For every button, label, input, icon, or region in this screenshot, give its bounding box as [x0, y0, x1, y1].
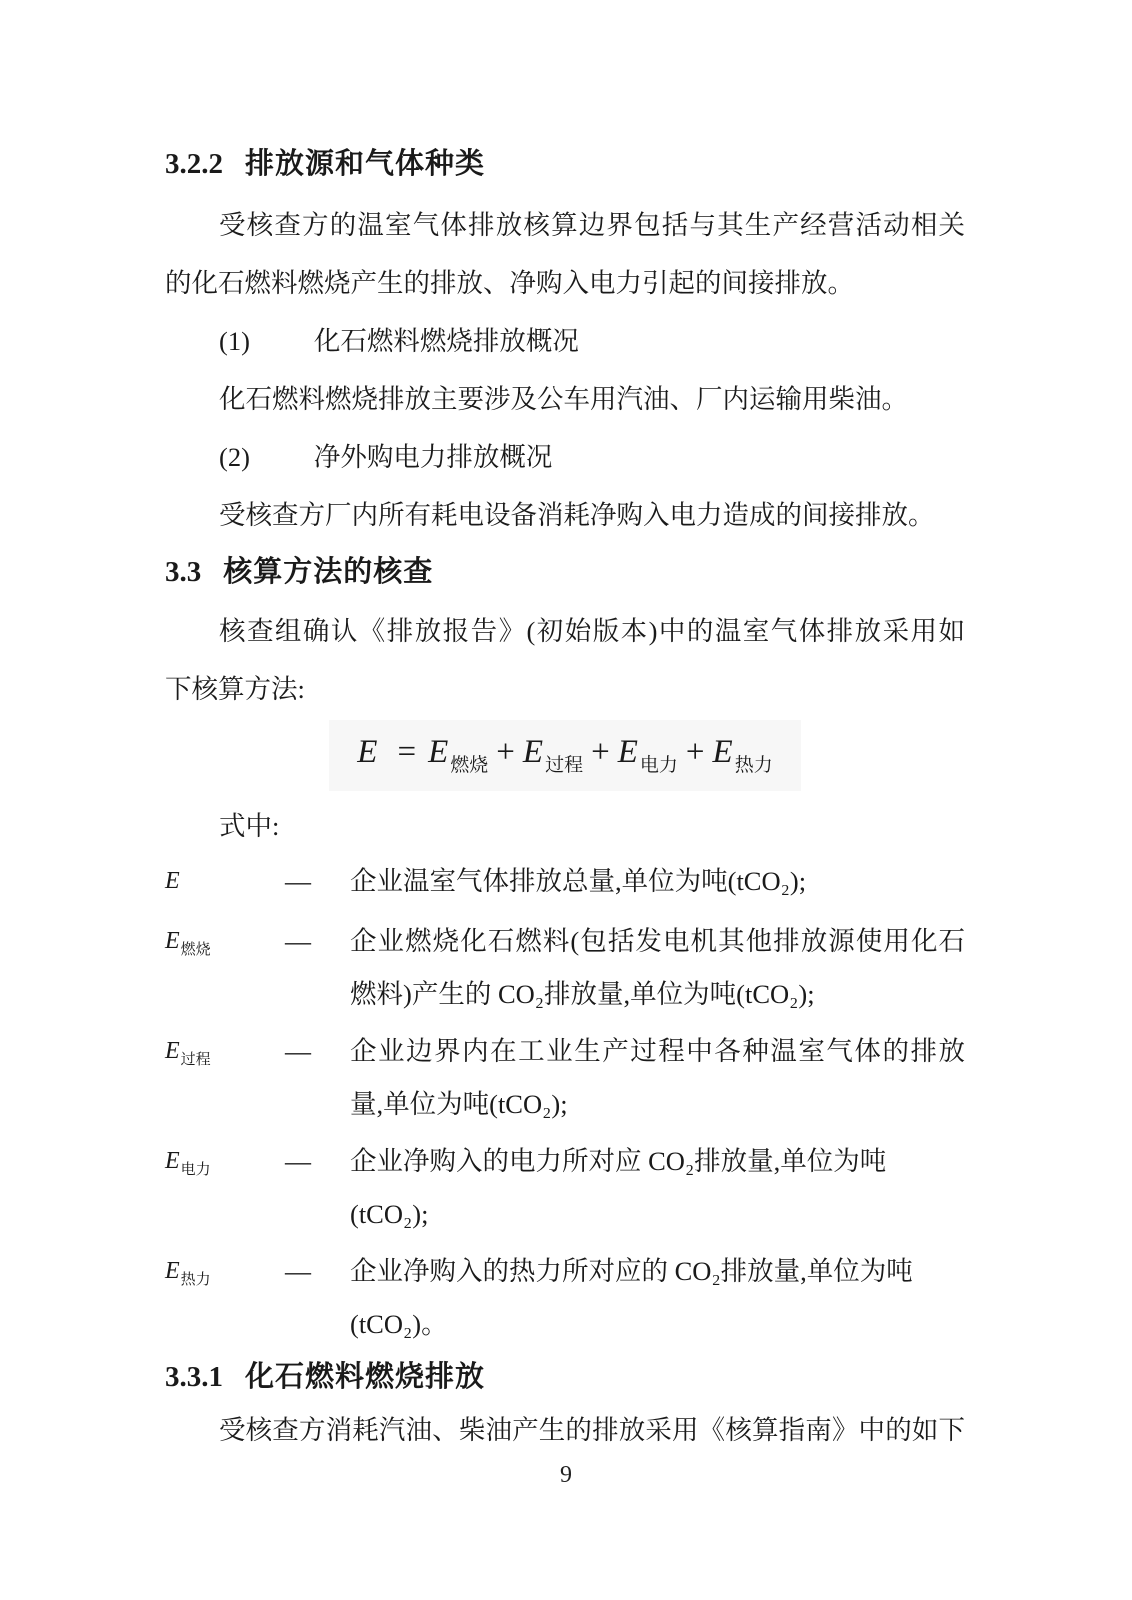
section-number: 3.2.2: [165, 148, 223, 180]
formula-container: [165, 720, 965, 791]
definition-term: $E_{电力}$: [165, 1148, 211, 1178]
equals-sign: =: [397, 734, 417, 770]
total-emission-formula: [329, 720, 800, 791]
where-label: 式中:: [219, 811, 280, 841]
page-content: [165, 0, 965, 1459]
item-title: 化石燃料燃烧排放概况: [313, 326, 579, 356]
section-heading-3-3: [165, 554, 965, 590]
section-3-3-intro: [165, 602, 965, 718]
item-label: (1): [219, 326, 250, 356]
section-3-2-2-body: [165, 196, 965, 544]
definition-term: $E_{燃烧}$: [165, 928, 211, 958]
definition-term: $E_{过程}$: [165, 1038, 211, 1068]
paragraph-line: 受核查方厂内所有耗电设备消耗净购入电力造成的间接排放。: [219, 500, 935, 530]
section-heading-3-2-2: [165, 146, 965, 182]
numbered-item-2: [165, 428, 965, 486]
definition-row-E: [165, 855, 965, 911]
definition-text: 企业边界内在工业生产过程中各种温室气体的排放 量,单位为吨(tCO₂);: [350, 1036, 965, 1119]
definition-dash: —: [285, 1257, 311, 1286]
formula-term-combustion: E $_{燃烧}$: [428, 734, 489, 776]
definition-dash: —: [285, 1037, 311, 1066]
plus-sign: +: [496, 734, 515, 770]
section-title: 核算方法的核查: [223, 556, 434, 588]
plus-sign: +: [591, 734, 610, 770]
definition-text: 企业净购入的热力所对应的 CO₂排放量,单位为吨 (tCO₂)。: [350, 1256, 913, 1339]
definition-row-E-heat: [165, 1245, 965, 1351]
page-number: 9: [560, 1462, 572, 1488]
definition-term: $E_{热力}$: [165, 1258, 211, 1288]
definition-dash: —: [285, 1147, 311, 1176]
item-label: (2): [219, 442, 250, 472]
definition-dash: —: [285, 867, 311, 896]
definition-text: 企业净购入的电力所对应 CO₂排放量,单位为吨 (tCO₂);: [350, 1146, 887, 1229]
definition-text: 企业燃烧化石燃料(包括发电机其他排放源使用化石 燃料)产生的 CO₂排放量,单位为吨(tCO₂);: [350, 926, 965, 1009]
section-heading-3-3-1: [165, 1359, 965, 1395]
definition-text: 企业温室气体排放总量,单位为吨(tCO₂);: [350, 866, 807, 896]
paragraph-line: 受核查方消耗汽油、柴油产生的排放采用《核算指南》中的如下: [219, 1415, 965, 1445]
formula-term-electricity: E $_{电力}$: [617, 734, 678, 776]
paragraph-line: 受核查方的温室气体排放核算边界包括与其生产经营活动相关: [219, 210, 965, 240]
formula-lhs: E: [357, 734, 378, 770]
symbol-definitions: [165, 855, 965, 1351]
definition-term: E: [165, 868, 180, 894]
numbered-item-1: [165, 312, 965, 370]
paragraph-line: 核查组确认《排放报告》(初始版本)中的温室气体排放采用如: [219, 616, 965, 646]
definition-row-E-process: [165, 1025, 965, 1131]
definition-row-E-electricity: [165, 1135, 965, 1241]
definition-dash: —: [285, 927, 311, 956]
section-title: 排放源和气体种类: [245, 148, 486, 180]
plus-sign: +: [685, 734, 705, 770]
definition-row-E-combustion: [165, 915, 965, 1021]
paragraph-line: 下核算方法:: [165, 674, 305, 704]
formula-term-heat: E $_{热力}$: [712, 734, 773, 776]
formula-term-process: E $_{过程}$: [522, 734, 584, 776]
section-number: 3.3.1: [165, 1361, 223, 1393]
paragraph-line: 的化石燃料燃烧产生的排放、净购入电力引起的间接排放。: [165, 268, 854, 298]
section-number: 3.3: [165, 556, 202, 588]
item-title: 净外购电力排放概况: [313, 442, 553, 472]
paragraph-line: 化石燃料燃烧排放主要涉及公车用汽油、厂内运输用柴油。: [219, 384, 908, 414]
section-title: 化石燃料燃烧排放: [245, 1361, 486, 1393]
